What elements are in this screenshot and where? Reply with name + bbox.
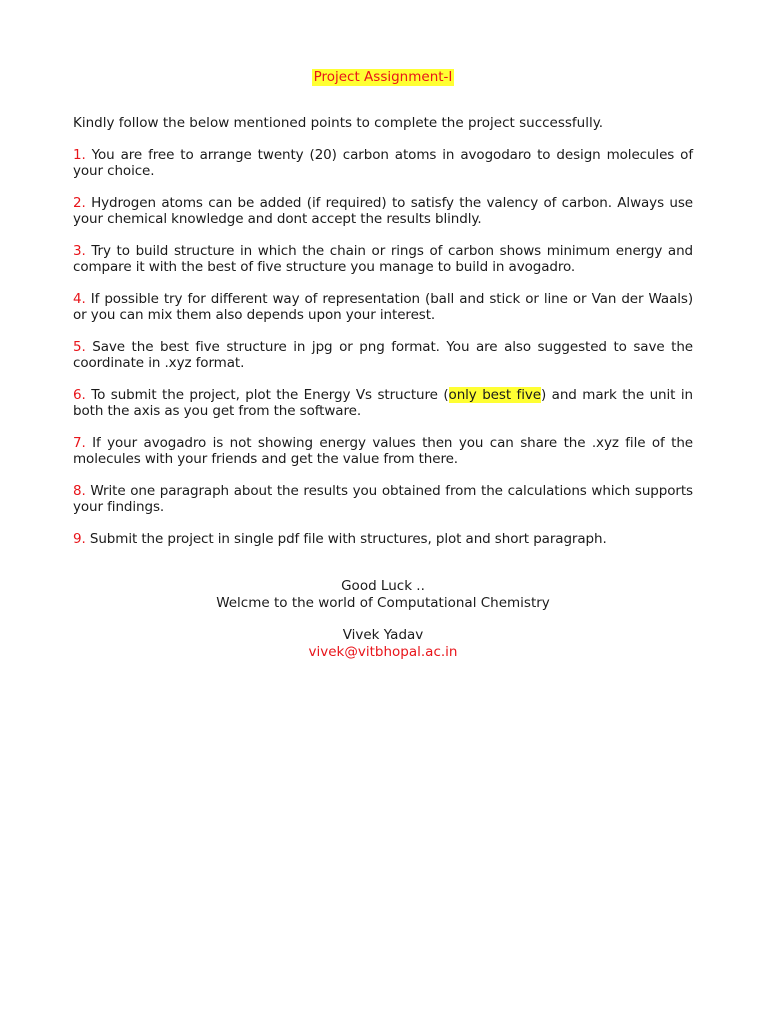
- point-7: [73, 435, 693, 467]
- author-email: vivek@vitbhopal.ac.in: [308, 643, 458, 660]
- point-number: 7.: [73, 435, 86, 451]
- point-number: 4.: [73, 291, 86, 307]
- title-container: [73, 66, 693, 86]
- highlighted-text: only best five: [448, 387, 541, 403]
- point-1: [73, 147, 693, 179]
- point-8: [73, 483, 693, 515]
- closing-block: [73, 578, 693, 660]
- point-number: 6.: [73, 387, 86, 403]
- point-number: 9.: [73, 531, 86, 547]
- point-text: Save the best five structure in jpg or png format. You are also suggested to save the coordinate in .xyz format.: [73, 339, 693, 371]
- point-text: Hydrogen atoms can be added (if required) to satisfy the valency of carbon. Always use your chemical knowledge and dont accept the results blindly.: [73, 195, 693, 227]
- point-text-before: To submit the project, plot the Energy Vs structure (: [85, 387, 449, 403]
- point-4: [73, 291, 693, 323]
- point-text: Write one paragraph about the results you obtained from the calculations which supports your findings.: [73, 483, 693, 515]
- point-2: [73, 195, 693, 227]
- point-text: You are free to arrange twenty (20) carbon atoms in avogodaro to design molecules of your choice.: [73, 147, 693, 179]
- point-5: [73, 339, 693, 371]
- author-name: Vivek Yadav: [342, 627, 424, 643]
- point-text: If your avogadro is not showing energy values then you can share the .xyz file of the molecules with your friends and get the value from there.: [73, 435, 693, 467]
- page-title: Project Assignment-I: [313, 69, 453, 85]
- good-luck-text: Good Luck ..: [341, 578, 425, 594]
- point-3: [73, 243, 693, 275]
- point-number: 5.: [73, 339, 86, 355]
- point-text: Try to build structure in which the chain or rings of carbon shows minimum energy and compare it with the best of five structure you manage to build in avogadro.: [73, 243, 693, 275]
- spacer: [73, 611, 693, 627]
- welcome-text: Welcme to the world of Computational Chemistry: [216, 594, 550, 611]
- point-text: Submit the project in single pdf file with structures, plot and short paragraph.: [85, 531, 607, 547]
- point-9: [73, 531, 693, 547]
- point-number: 1.: [73, 147, 86, 163]
- point-6: [73, 387, 693, 419]
- point-text-after: ) and mark the unit in both the axis as you get from the software.: [73, 387, 693, 419]
- document-page: [73, 66, 693, 660]
- point-number: 8.: [73, 483, 86, 499]
- point-text: If possible try for different way of representation (ball and stick or line or Van der Waals) or you can mix them also depends upon your interest.: [73, 291, 693, 323]
- point-number: 3.: [73, 243, 86, 259]
- point-number: 2.: [73, 195, 86, 211]
- intro-text: Kindly follow the below mentioned points to complete the project successfully.: [73, 115, 604, 131]
